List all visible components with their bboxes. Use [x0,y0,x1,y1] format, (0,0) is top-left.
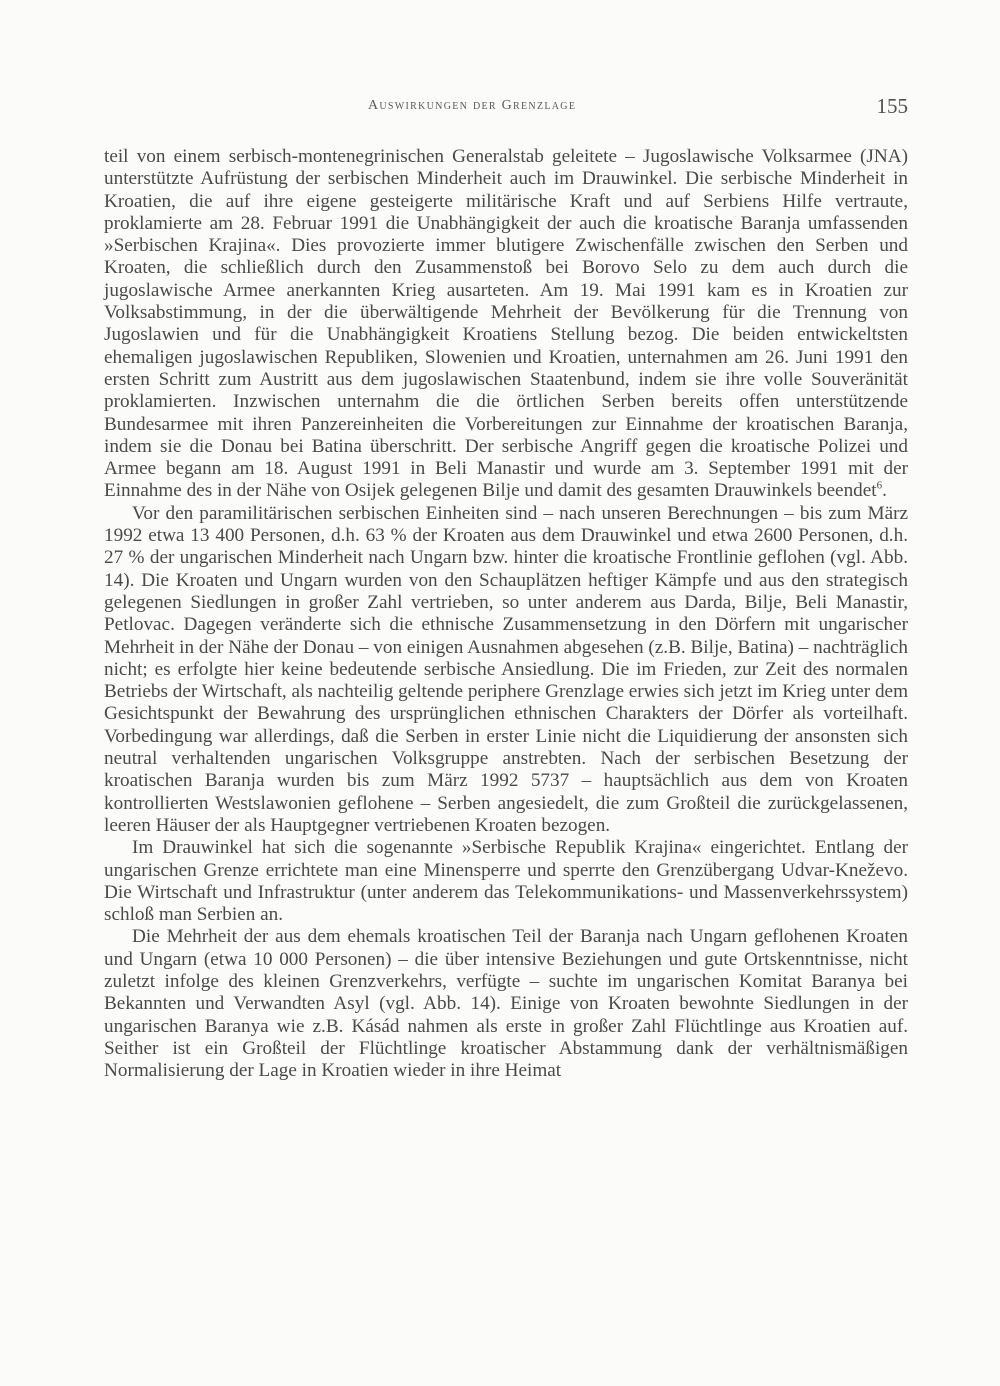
paragraph-3: Im Drauwinkel hat sich die sogenannte »Serbische Republik Krajina« eingerichtet. Entlang der ungarischen Grenze errichtete man eine Minensperre und sperrte den Grenzübergang Udvar-Kneževo. Die Wirtschaft und Infrastruktur (unter anderem das Telekommunikations- und Massenverkehrssystem) schloß man Serbien an. [104,837,908,926]
footnote-reference: 6 [876,480,883,493]
running-header [104,96,908,120]
page-number: 155 [876,94,908,118]
body-text [104,146,908,1082]
paragraph-1 [104,146,908,503]
paragraph-1-end: . [882,480,887,502]
running-title: Auswirkungen der Grenzlage [368,98,577,113]
paragraph-4: Die Mehrheit der aus dem ehemals kroatischen Teil der Baranja nach Ungarn geflohenen Kroaten und Ungarn (etwa 10 000 Personen) – die über intensive Beziehungen und gute Ortskenntnisse, nicht zuletzt infolge des kleinen Grenzverkehrs, verfügte – suchte im ungarischen Komitat Baranya bei Bekannten und Verwandten Asyl (vgl. Abb. 14). Einige von Kroaten bewohnte Siedlungen in der ungarischen Baranya wie z.B. Kásád nahmen als erste in großer Zahl Flüchtlinge aus Kroatien auf. Seither ist ein Großteil der Flüchtlinge kroatischer Abstammung dank der verhältnismäßigen Normalisierung der Lage in Kroatien wieder in ihre Heimat [104,926,908,1082]
paragraph-2: Vor den paramilitärischen serbischen Einheiten sind – nach unseren Berechnungen – bis zum März 1992 etwa 13 400 Personen, d.h. 63 % der Kroaten aus dem Drauwinkel und etwa 2600 Personen, d.h. 27 % der ungarischen Minderheit nach Ungarn bzw. hinter die kroatische Frontlinie geflohen (vgl. Abb. 14). Die Kroaten und Ungarn wurden von den Schauplätzen heftiger Kämpfe und aus den strategisch gelegenen Siedlungen in großer Zahl vertrieben, so unter anderem aus Darda, Bilje, Beli Manastir, Petlovac. Dagegen veränderte sich die ethnische Zusammensetzung in den Dörfern mit ungarischer Mehrheit in der Nähe der Donau – von einigen Ausnahmen abgesehen (z.B. Bilje, Batina) – nachträglich nicht; es erfolgte hier keine bedeutende serbische Ansiedlung. Die im Frieden, zur Zeit des normalen Betriebs der Wirtschaft, als nachteilig geltende periphere Grenzlage erwies sich jetzt im Krieg unter dem Gesichtspunkt der Bewahrung des ursprünglichen ethnischen Charakters der Dörfer als vorteilhaft. Vorbedingung war allerdings, daß die Serben in erster Linie nicht die Liquidierung der ansonsten sich neutral verhaltenden ungarischen Volksgruppe anstrebten. Nach der serbischen Besetzung der kroatischen Baranja wurden bis zum März 1992 5737 – hauptsächlich aus dem von Kroaten kontrollierten Westslawonien geflohene – Serben angesiedelt, die zum Großteil die zurückgelassenen, leeren Häuser der als Hauptgegner vertriebenen Kroaten bezogen. [104,502,908,836]
paragraph-1-text: teil von einem serbisch-montenegrinischen Generalstab geleitete – Jugoslawische Volksarmee (JNA) unterstützte Aufrüstung der serbischen Minderheit auch im Drauwinkel. Die serbische Minderheit in Kroatien, die auf ihre eigene gesteigerte militärische Kraft und auf Serbiens Hilfe vertraute, proklamierte am 28. Februar 1991 die Unabhängigkeit der auch die kroatische Baranja umfassenden »Serbischen Krajina«. Dies provozierte immer blutigere Zwischenfälle zwischen den Serben und Kroaten, die schließlich durch den Zusammenstoß bei Borovo Selo zu dem auch durch die jugoslawische Armee anerkannten Krieg ausarteten. Am 19. Mai 1991 kam es in Kroatien zur Volksabstimmung, in der die überwältigende Mehrheit der Bevölkerung für die Trennung von Jugoslawien und für die Unabhängigkeit Kroatiens Stellung bezog. Die beiden entwickeltsten ehemaligen jugoslawischen Republiken, Slowenien und Kroatien, unternahmen am 26. Juni 1991 den ersten Schritt zum Austritt aus dem jugoslawischen Staatenbund, indem sie ihre volle Souveränität proklamierten. Inzwischen unternahm die die örtlichen Serben bereits offen unterstützende Bundesarmee mit ihren Panzereinheiten die Vorbereitungen zur Einnahme der kroatischen Baranja, indem sie die Donau bei Batina überschritt. Der serbische Angriff gegen die kroatische Polizei und Armee begann am 18. August 1991 in Beli Manastir und wurde am 3. September 1991 mit der Einnahme des in der Nähe von Osijek gelegenen Bilje und damit des gesamten Drauwinkels beendet [104,146,908,502]
